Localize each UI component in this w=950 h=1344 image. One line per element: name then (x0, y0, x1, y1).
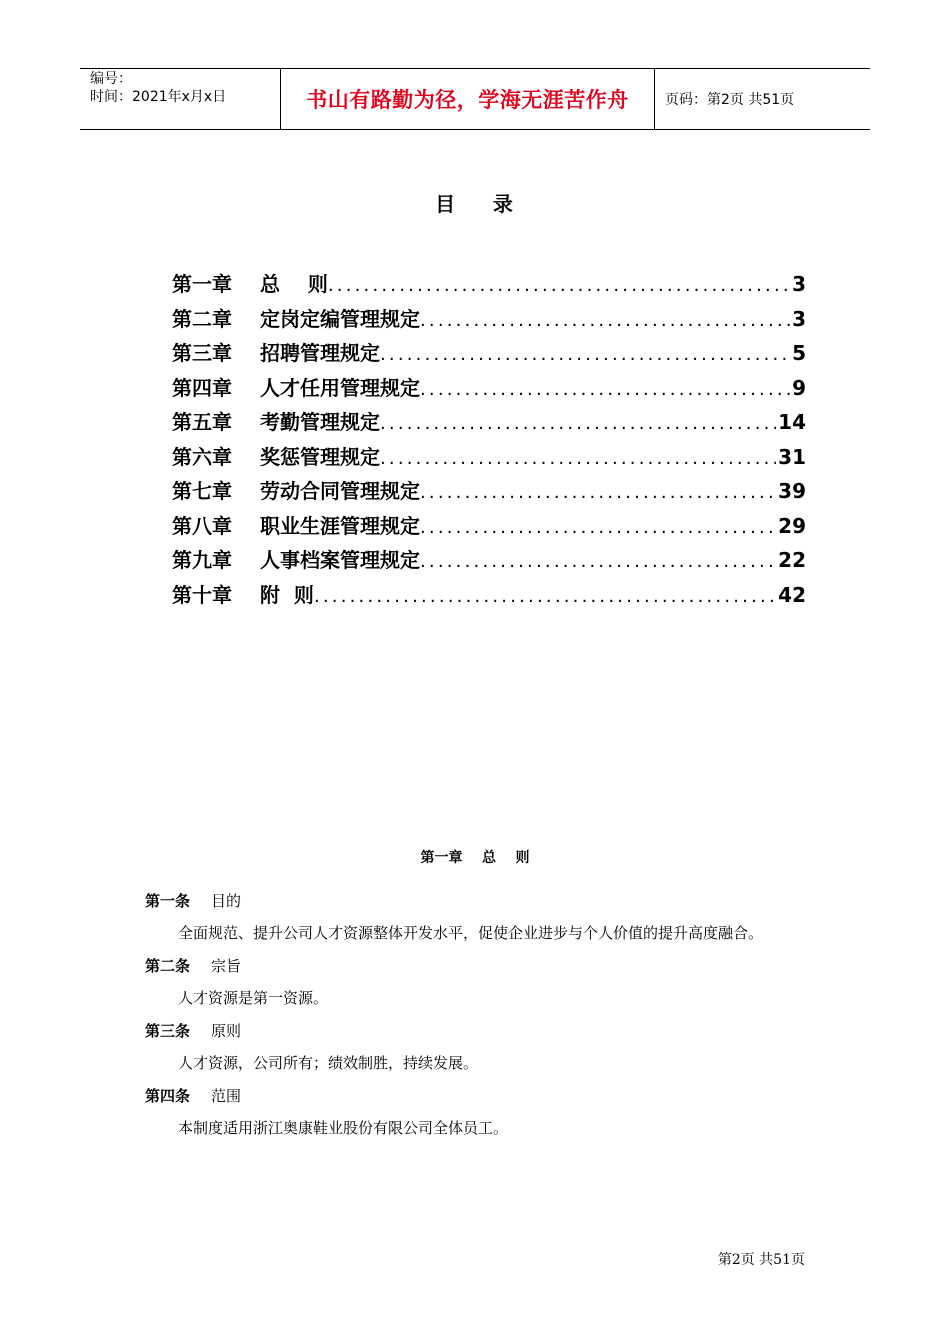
toc-entry[interactable] (172, 337, 806, 372)
document-date-label: 时间：2021年x月x日 (90, 89, 227, 105)
header-page-info: 页码：第2页 共51页 (665, 92, 795, 108)
article-heading (145, 955, 825, 987)
toc-chapter-number: 第一章 (172, 272, 232, 296)
page-footer: 第2页 共51页 (717, 1252, 805, 1268)
toc-page-number: 39 (778, 479, 806, 503)
toc-dot-leader (380, 448, 776, 469)
toc-entry[interactable] (172, 372, 806, 407)
toc-page-number: 42 (778, 582, 806, 607)
article-title: 宗旨 (211, 957, 242, 975)
toc-chapter-name: 人事档案管理规定 (260, 548, 420, 572)
toc-page-number: 5 (792, 341, 806, 365)
toc-page-number: 3 (792, 306, 806, 331)
chapter-heading: 第一章 总 则 (420, 850, 530, 866)
article-body: 全面规范、提升公司人才资源整体开发水平，促使企业进步与个人价值的提升高度融合。 (178, 924, 764, 942)
header-page-cell (655, 69, 870, 129)
toc-dot-leader (420, 379, 790, 400)
article-title: 原则 (211, 1022, 242, 1040)
toc-chapter-name: 总 则 (260, 272, 328, 296)
article-title: 目的 (211, 892, 242, 910)
toc-dot-leader (328, 275, 790, 296)
toc-page-number: 22 (778, 548, 806, 572)
toc-dot-leader (420, 517, 776, 538)
article-body: 人才资源，公司所有；绩效制胜，持续发展。 (178, 1054, 479, 1072)
toc-chapter-number: 第六章 (172, 444, 232, 469)
article-number: 第一条 (145, 892, 191, 910)
toc-entry[interactable] (172, 303, 806, 338)
article-number: 第三条 (145, 1022, 191, 1040)
toc-entry[interactable] (172, 441, 806, 476)
toc-page-number: 3 (792, 272, 806, 296)
document-number-label: 编号： (90, 71, 132, 87)
toc-chapter-name: 考勤管理规定 (260, 410, 380, 434)
toc-chapter-name: 定岗定编管理规定 (260, 306, 420, 331)
toc-title: 目 录 (435, 192, 515, 216)
toc-chapter-name: 劳动合同管理规定 (260, 479, 420, 503)
table-of-contents (172, 268, 806, 613)
toc-entry[interactable] (172, 406, 806, 441)
toc-chapter-number: 第三章 (172, 341, 232, 365)
toc-chapter-name: 人才任用管理规定 (260, 375, 420, 400)
header-motto-cell (281, 69, 655, 129)
toc-chapter-number: 第八章 (172, 513, 232, 538)
toc-chapter-name: 职业生涯管理规定 (260, 513, 420, 538)
chapter-articles (145, 890, 825, 1150)
article-number: 第四条 (145, 1087, 191, 1105)
toc-chapter-name: 奖惩管理规定 (260, 444, 380, 469)
toc-dot-leader (380, 344, 790, 365)
toc-chapter-name: 招聘管理规定 (260, 341, 380, 365)
article-heading (145, 1085, 825, 1117)
toc-page-number: 29 (778, 513, 806, 538)
header-motto: 书山有路勤为径，学海无涯苦作舟 (306, 88, 629, 112)
toc-page-number: 14 (778, 410, 806, 434)
toc-page-number: 31 (778, 444, 806, 469)
toc-entry[interactable] (172, 579, 806, 614)
toc-entry[interactable] (172, 544, 806, 579)
toc-dot-leader (380, 413, 776, 434)
toc-dot-leader (420, 310, 790, 331)
page-header (80, 68, 870, 130)
toc-chapter-number: 第七章 (172, 479, 232, 503)
article-title: 范围 (211, 1087, 242, 1105)
article-heading (145, 890, 825, 922)
toc-chapter-number: 第五章 (172, 410, 232, 434)
article-number: 第二条 (145, 957, 191, 975)
article-body: 本制度适用浙江奥康鞋业股份有限公司全体员工。 (178, 1119, 509, 1137)
toc-dot-leader (420, 482, 776, 503)
toc-entry[interactable] (172, 475, 806, 510)
toc-entry[interactable] (172, 510, 806, 545)
toc-entry[interactable] (172, 268, 806, 303)
header-meta-cell (80, 69, 281, 129)
toc-dot-leader (314, 586, 776, 607)
toc-chapter-number: 第二章 (172, 306, 232, 331)
toc-chapter-number: 第四章 (172, 375, 232, 400)
toc-chapter-number: 第九章 (172, 548, 232, 572)
toc-page-number: 9 (792, 375, 806, 400)
article-body: 人才资源是第一资源。 (178, 989, 329, 1007)
toc-chapter-number: 第十章 (172, 582, 232, 607)
toc-chapter-name: 附 则 (260, 582, 314, 607)
toc-dot-leader (420, 551, 776, 572)
article-heading (145, 1020, 825, 1052)
